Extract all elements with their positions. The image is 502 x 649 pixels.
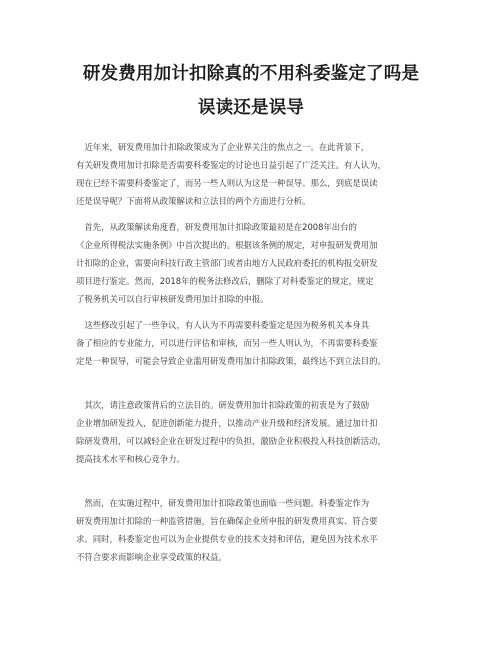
- paragraph-line: 计扣除的企业，需要向科技行政主管部门或者由地方人民政府委托的机构报交研发: [76, 258, 378, 268]
- paragraph-line: 提高技术水平和核心竞争力。: [76, 454, 185, 464]
- paragraph-line: 除研发费用，可以减轻企业在研发过程中的负担，激励企业积极投入科技创新活动，: [76, 436, 386, 446]
- paragraph-line: 现在已经不需要科委鉴定了，而另一些人则认为这是一种误导。那么，到底是误读: [76, 178, 378, 188]
- paragraph-5: [76, 494, 426, 566]
- document-title-line-2: 误读还是误导: [197, 98, 305, 118]
- paragraph-3: [76, 316, 426, 370]
- paragraph-line: 其次，请注意政策背后的立法目的。研发费用加计扣除政策的初衷是为了鼓励: [76, 400, 370, 410]
- paragraph-line: 这些修改引起了一些争议，有人认为不再需要科委鉴定是因为税务机关本身具: [76, 320, 370, 330]
- paragraph-line: 求。同时，科委鉴定也可以为企业提供专业的技术支持和评估，避免因为技术水平: [76, 534, 378, 544]
- paragraph-line: 《企业所得税法实施条例》中首次提出的。根据该条例的规定，对申报研发费用加: [76, 240, 378, 250]
- paragraph-line: 项目进行鉴定。然而，2018年的税务法修改后，删除了对科委鉴定的规定，规定: [76, 276, 374, 286]
- paragraph-line: 首先，从政策解读角度看，研发费用加计扣除政策最初是在2008年出台的: [76, 222, 357, 232]
- paragraph-1: [76, 138, 426, 210]
- paragraph-4: [76, 396, 426, 468]
- paragraph-2: [76, 218, 426, 308]
- paragraph-line: 还是误导呢？下面将从政策解读和立法目的两个方面进行分析。: [76, 196, 311, 206]
- paragraph-line: 备了相应的专业能力，可以进行评估和审核，而另一些人则认为，不再需要科委鉴: [76, 338, 378, 348]
- paragraph-line: 不符合要求而影响企业享受政策的权益。: [76, 552, 227, 562]
- paragraph-line: 然而，在实施过程中，研发费用加计扣除政策也面临一些问题。科委鉴定作为: [76, 498, 370, 508]
- paragraph-line: 定是一种误导，可能会导致企业滥用研发费用加计扣除政策，最终达不到立法目的。: [76, 356, 386, 366]
- paragraph-line: 有关研发费用加计扣除是否需要科委鉴定的讨论也日益引起了广泛关注。有人认为，: [76, 160, 386, 170]
- paragraph-line: 企业增加研发投入，促进创新能力提升，以推动产业升级和经济发展。通过加计扣: [76, 418, 378, 428]
- paragraph-line: 近年来，研发费用加计扣除政策成为了企业界关注的焦点之一。在此背景下，: [76, 142, 370, 152]
- paragraph-line: 了税务机关可以自行审核研发费用加计扣除的申报。: [76, 294, 269, 304]
- document-title-line-1: 研发费用加计扣除真的不用科委鉴定了吗是: [82, 64, 420, 84]
- paragraph-line: 研发费用加计扣除的一种监管措施，旨在确保企业所申报的研发费用真实、符合要: [76, 516, 378, 526]
